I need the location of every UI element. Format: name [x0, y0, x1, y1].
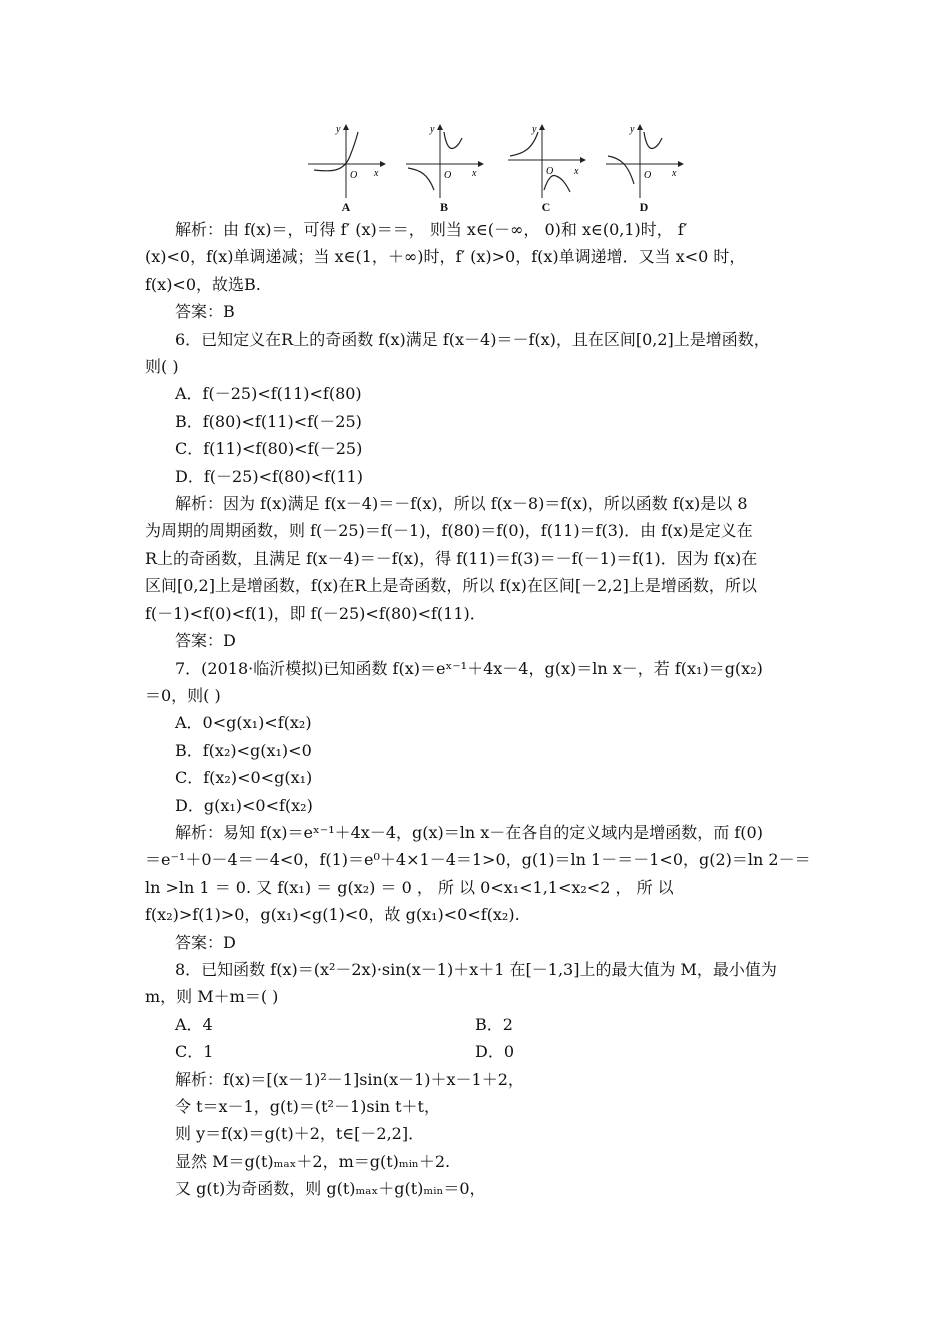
svg-text:x: x: [374, 168, 379, 179]
q8-stem-line2: m，则 M＋m＝( ): [145, 987, 279, 1007]
q6-solution-line5: f(－1)<f(0)<f(1)，即 f(－25)<f(80)<f(11)．: [145, 603, 486, 623]
graph-d: [604, 120, 684, 218]
q6-answer: 答案：D: [175, 631, 236, 651]
graph-c: [506, 120, 586, 218]
document-body: [145, 216, 811, 1203]
q7-solution-line1: 解析：易知 f(x)＝eˣ⁻¹＋4x－4，g(x)＝ln x－在各自的定义域内是增函数，而 f(0): [175, 822, 763, 842]
graph-a: [306, 120, 386, 218]
svg-text:O: O: [546, 166, 554, 177]
graph-d-plot: [604, 120, 684, 200]
q8-solution-line1: 解析：f(x)＝[(x－1)²－1]sin(x－1)＋x－1＋2，: [175, 1069, 524, 1089]
q7-solution-line4: f(x₂)>f(1)>0，g(x₁)<g(1)<0，故 g(x₁)<0<f(x₂).: [145, 905, 520, 925]
graph-d-label: D: [639, 200, 649, 214]
svg-text:x: x: [672, 168, 677, 179]
graph-c-plot: [506, 120, 586, 200]
q7-solution-line2: ＝e⁻¹＋0－4＝－4<0，f(1)＝e⁰＋4×1－4＝1>0，g(1)＝ln 1－＝－1<0，g(2)＝ln 2－＝: [145, 850, 811, 870]
q7-option-d: D．g(x₁)<0<f(x₂): [175, 795, 313, 815]
graph-a-label: A: [341, 200, 351, 214]
q7-stem-line2: ＝0，则( ): [145, 685, 221, 705]
svg-text:y: y: [532, 124, 537, 135]
q5-answer: 答案：B: [175, 302, 235, 322]
q6-stem-line1: 6．已知定义在R上的奇函数 f(x)满足 f(x－4)＝－f(x)，且在区间[0,2]上是增函数，: [175, 329, 770, 349]
answer-graphs: [300, 120, 690, 218]
q8-solution-line4: 显然 M＝g(t)ₘₐₓ＋2，m＝g(t)ₘᵢₙ＋2.: [175, 1151, 451, 1171]
q8-option-a: A．4: [175, 1014, 213, 1034]
svg-text:x: x: [472, 168, 477, 179]
q6-option-b: B．f(80)<f(11)<f(－25): [175, 411, 362, 431]
q6-option-d: D．f(－25)<f(80)<f(11): [175, 466, 363, 486]
q8-option-c: C．1: [175, 1042, 214, 1062]
q6-solution-line2: 为周期的周期函数，则 f(－25)＝f(－1)，f(80)＝f(0)，f(11)＝f(3)．由 f(x)是定义在: [145, 521, 753, 541]
q7-option-a: A．0<g(x₁)<f(x₂): [175, 713, 312, 733]
graph-b-label: B: [439, 200, 448, 214]
q5-solution-line3: f(x)<0，故选B.: [145, 274, 261, 294]
q7-option-c: C．f(x₂)<0<g(x₁): [175, 768, 313, 788]
q7-answer: 答案：D: [175, 932, 236, 952]
q6-solution-line3: R上的奇函数，且满足 f(x－4)＝－f(x)，得 f(11)＝f(3)＝－f(－1)＝f(1)．因为 f(x)在: [145, 548, 758, 568]
q5-solution-line2: (x)<0，f(x)单调递减；当 x∈(1，＋∞)时，f′ (x)>0，f(x)单调递增．又当 x<0 时，: [145, 247, 746, 267]
graph-b-plot: [404, 120, 484, 200]
q8-solution-line5: 又 g(t)为奇函数，则 g(t)ₘₐₓ＋g(t)ₘᵢₙ＝0，: [175, 1179, 486, 1199]
q8-solution-line2: 令 t＝x－1，g(t)＝(t²－1)sin t＋t，: [175, 1097, 440, 1116]
svg-text:y: y: [336, 124, 341, 135]
graph-b: [404, 120, 484, 218]
q6-stem-line2: 则( ): [145, 357, 179, 377]
q7-solution-line3: ln >ln 1 ＝ 0. 又 f(x₁) ＝ g(x₂) ＝ 0 ， 所 以 0<x₁<1,1<x₂<2 ， 所 以: [145, 877, 674, 897]
q6-solution-line1: 解析：因为 f(x)满足 f(x－4)＝－f(x)，所以 f(x－8)＝f(x)，所以函数 f(x)是以 8: [175, 494, 748, 514]
svg-text:O: O: [444, 170, 452, 181]
q6-solution-line4: 区间[0,2]上是增函数，f(x)在R上是奇函数，所以 f(x)在区间[－2,2]上是增函数，所以: [145, 576, 757, 596]
graph-c-label: C: [541, 200, 551, 214]
svg-text:x: x: [574, 166, 579, 177]
q7-option-b: B．f(x₂)<g(x₁)<0: [175, 740, 312, 760]
q5-solution-line1: 解析：由 f(x)＝，可得 f′ (x)＝＝， 则当 x∈(－∞， 0)和 x∈(0,1)时， f′: [175, 220, 688, 239]
q8-stem-line1: 8．已知函数 f(x)＝(x²－2x)·sin(x－1)＋x＋1 在[－1,3]上的最大值为 M，最小值为: [175, 959, 777, 979]
q6-option-a: A．f(－25)<f(11)<f(80): [175, 384, 362, 404]
svg-text:y: y: [430, 124, 435, 135]
q6-option-c: C．f(11)<f(80)<f(－25): [175, 439, 363, 459]
q8-options-row1: [145, 1011, 807, 1038]
svg-text:O: O: [350, 170, 358, 181]
q7-stem-line1: 7．(2018·临沂模拟)已知函数 f(x)＝eˣ⁻¹＋4x－4，g(x)＝ln x－，若 f(x₁)＝g(x₂): [175, 658, 763, 678]
q8-option-d: D．0: [475, 1042, 515, 1062]
q8-solution-line3: 则 y＝f(x)＝g(t)＋2，t∈[－2,2]．: [175, 1124, 425, 1144]
svg-text:y: y: [630, 124, 635, 135]
q8-option-b: B．2: [475, 1014, 513, 1034]
q8-options-row2: [145, 1038, 807, 1065]
svg-text:O: O: [644, 170, 652, 181]
graph-a-plot: [306, 120, 386, 200]
